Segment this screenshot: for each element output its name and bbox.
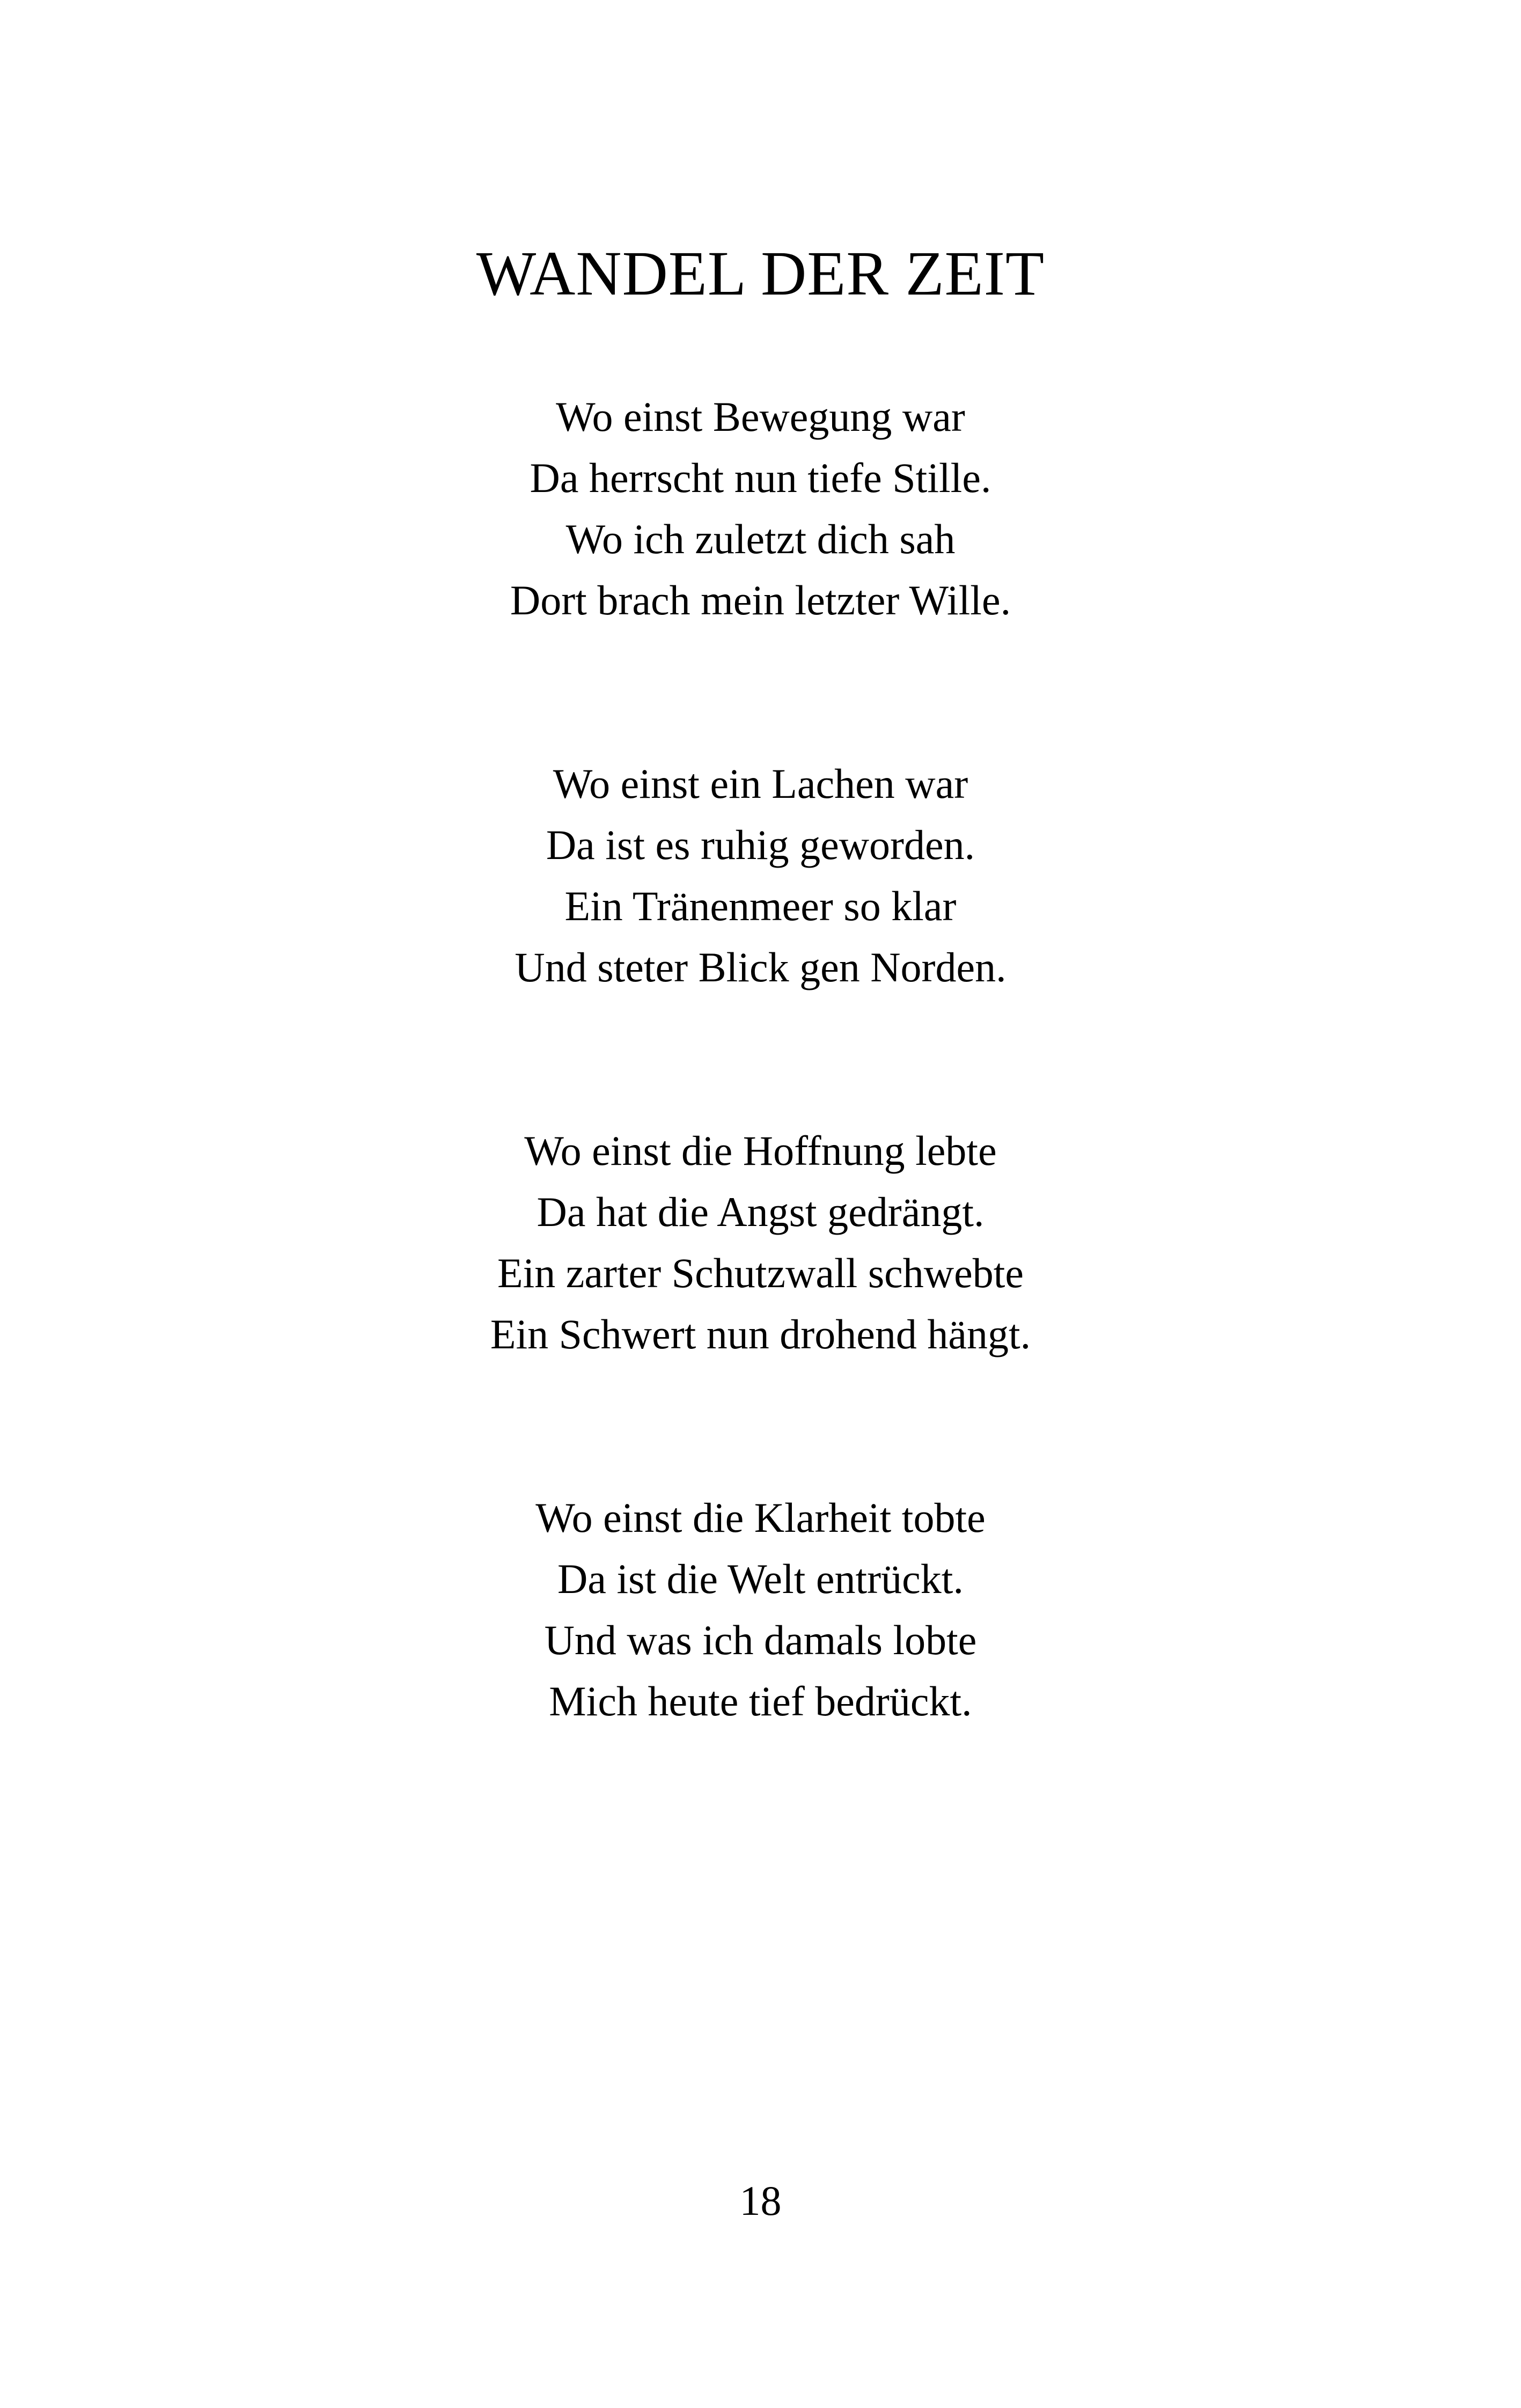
stanza-2	[0, 753, 1521, 998]
poem-body	[0, 386, 1521, 1732]
poem-line: Da ist es ruhig geworden.	[546, 821, 975, 868]
poem-line: Wo einst Bewegung war	[556, 393, 965, 440]
poem-title: WANDEL DER ZEIT	[476, 238, 1045, 309]
poem-line: Ein Tränenmeer so klar	[564, 883, 957, 929]
poem-line: Mich heute tief bedrückt.	[549, 1678, 972, 1724]
poem-line: Und was ich damals lobte	[544, 1617, 977, 1663]
page-number: 18	[739, 2177, 782, 2224]
poem-line: Da herrscht nun tiefe Stille.	[530, 454, 991, 501]
stanza-4	[0, 1487, 1521, 1732]
stanza-1	[0, 386, 1521, 631]
stanza-3	[0, 1120, 1521, 1365]
poem-line: Und steter Blick gen Norden.	[515, 944, 1006, 990]
poem-line: Da ist die Welt entrückt.	[557, 1555, 964, 1602]
poem-line: Wo einst ein Lachen war	[553, 760, 968, 807]
poem-line: Dort brach mein letzter Wille.	[510, 577, 1011, 623]
poem-line: Da hat die Angst gedrängt.	[537, 1188, 984, 1235]
poem-line: Ein Schwert nun drohend hängt.	[490, 1311, 1031, 1357]
poem-line: Wo ich zuletzt dich sah	[565, 516, 956, 562]
poem-line: Ein zarter Schutzwall schwebte	[497, 1250, 1024, 1296]
poem-line: Wo einst die Hoffnung lebte	[524, 1127, 997, 1174]
poem-line: Wo einst die Klarheit tobte	[535, 1494, 986, 1541]
